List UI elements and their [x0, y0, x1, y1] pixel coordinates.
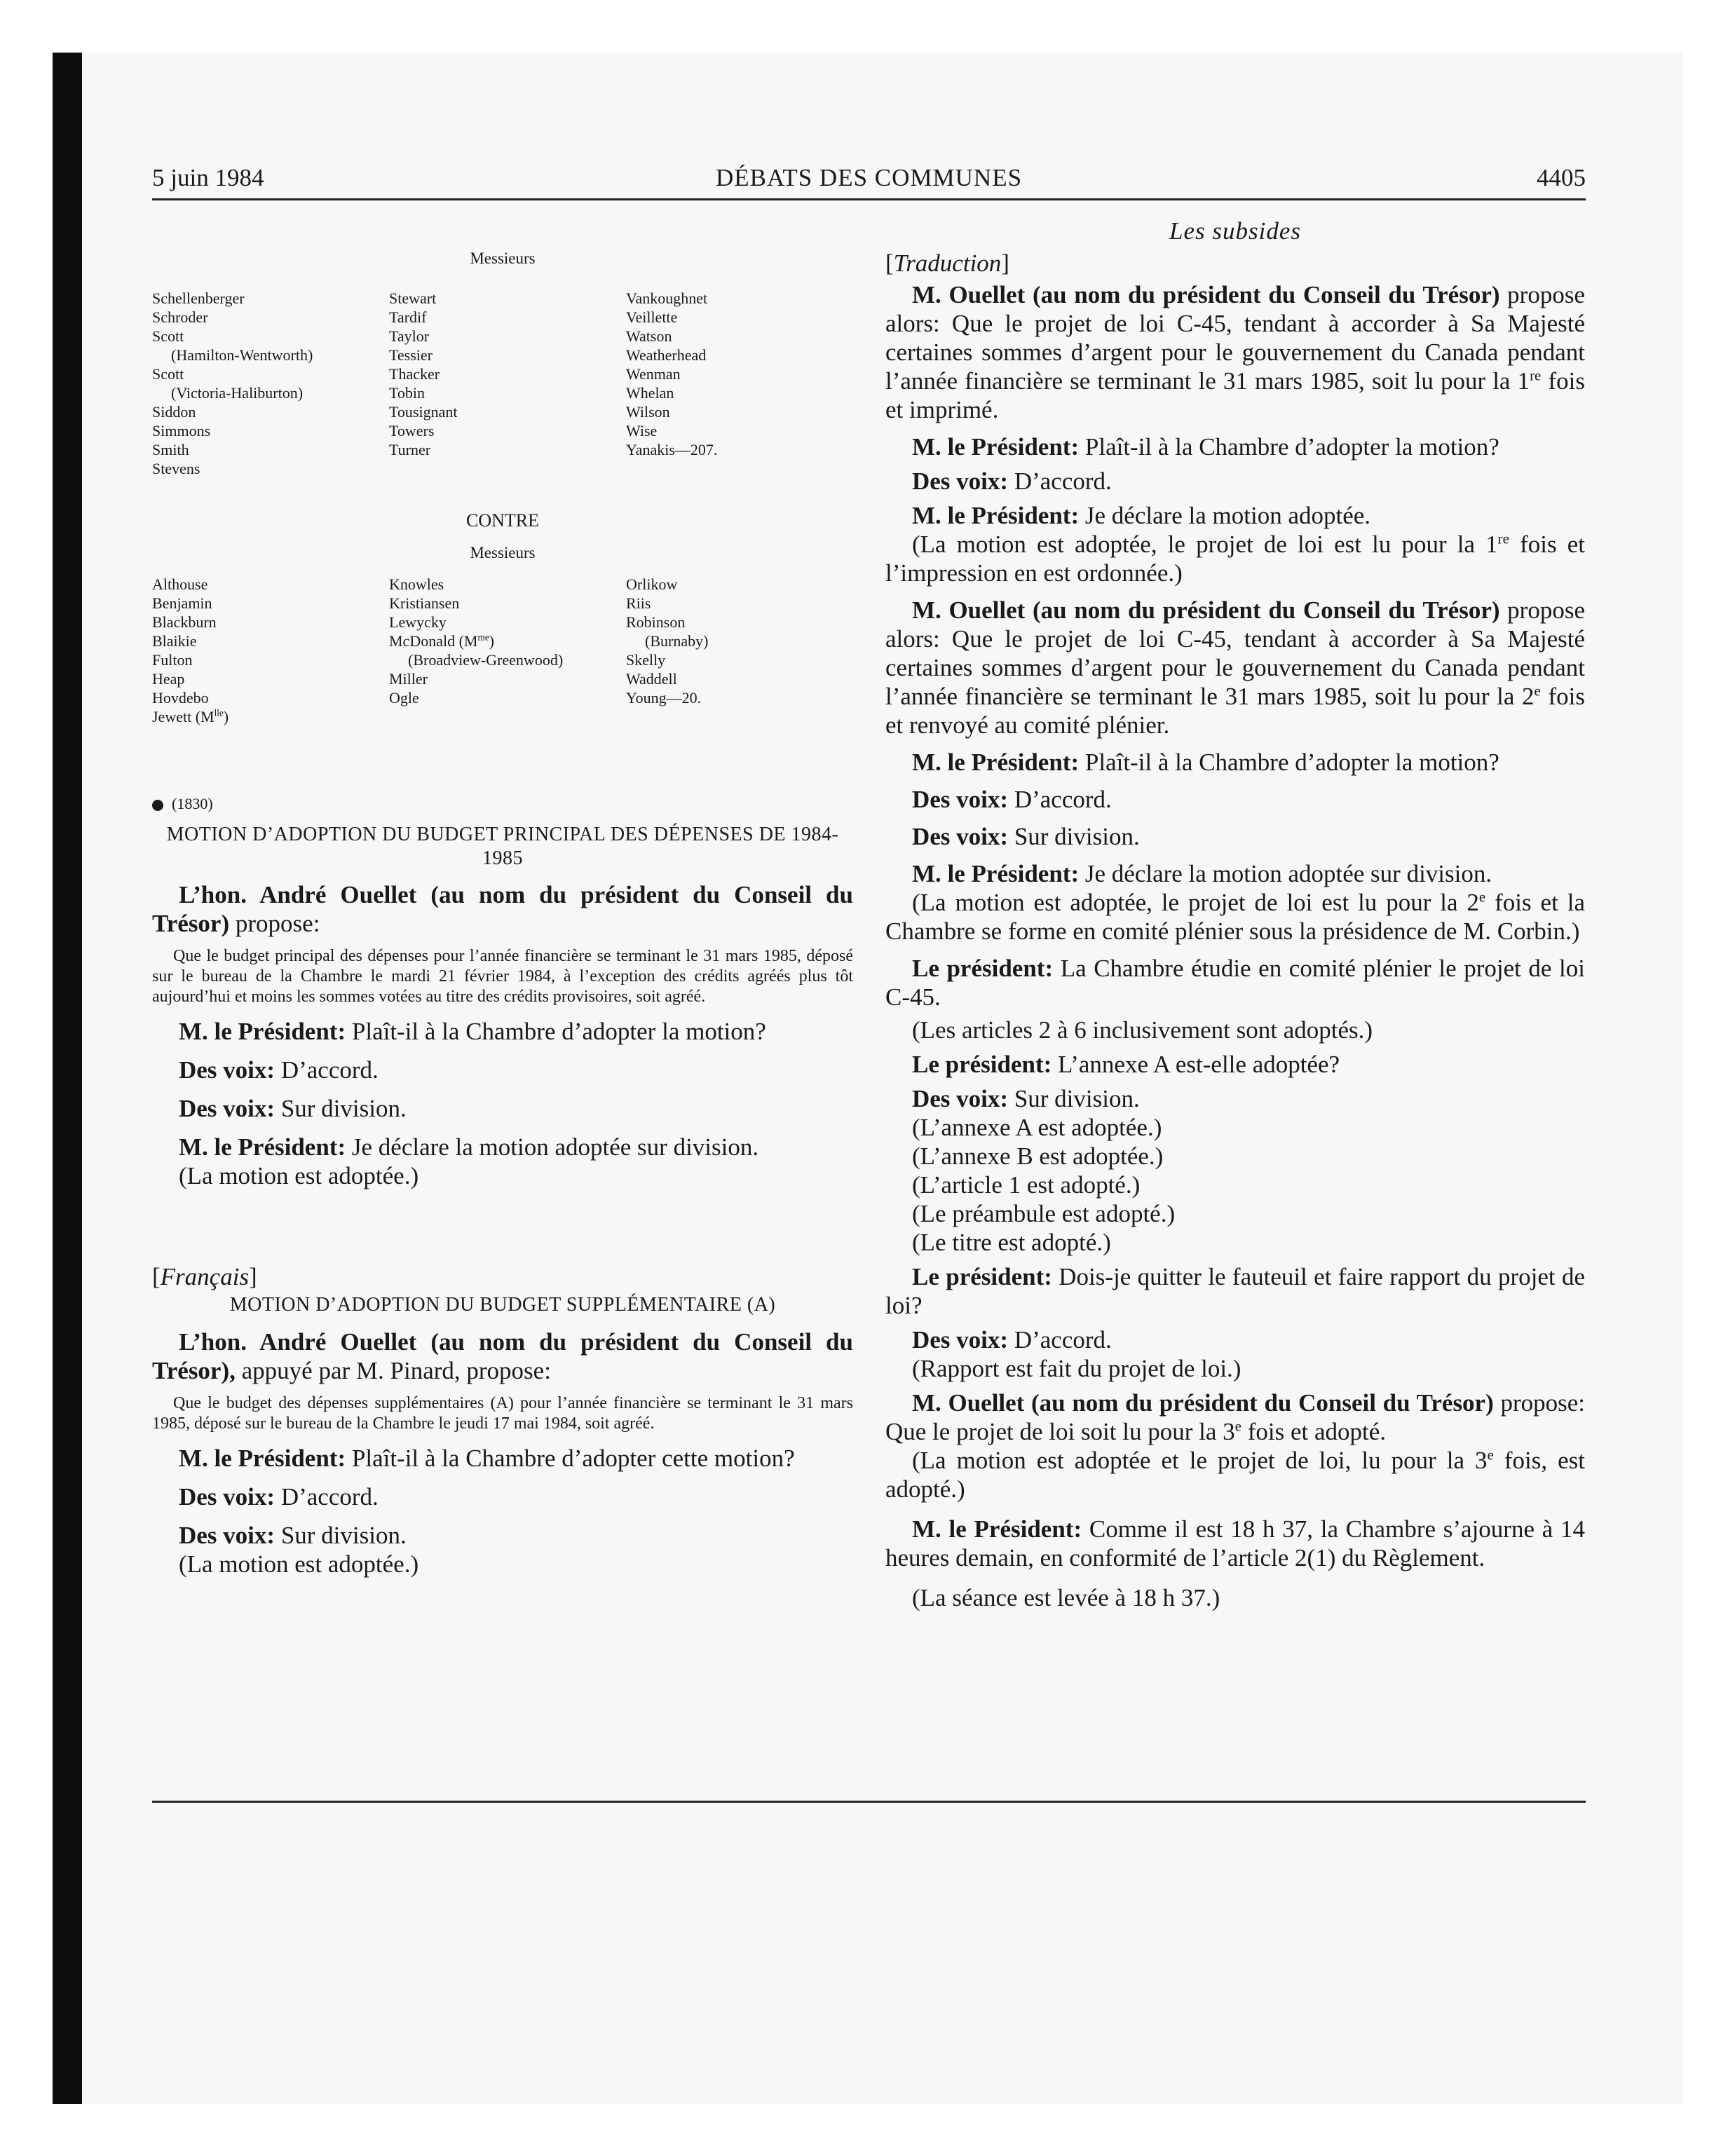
member-name: Fulton — [152, 651, 193, 669]
result-line: (La motion est adoptée, le projet de loi est lu pour la 2e fois et la Chambre se forme en comité plénier sous la présidence de M. Corbin.) — [885, 888, 1585, 945]
member-name: Veillette — [626, 308, 678, 326]
speech-line: Des voix: D’accord. — [912, 468, 1112, 495]
result-line: (La motion est adoptée.) — [179, 1550, 419, 1578]
member-name: Weatherhead — [626, 346, 707, 364]
member-name: Smith — [152, 441, 189, 458]
member-name: Tobin — [389, 384, 426, 402]
member-name: Benjamin — [152, 594, 212, 612]
member-name: Taylor — [389, 327, 430, 345]
speech-line: M. le Président: Je déclare la motion adoptée sur division. — [912, 860, 1492, 887]
bullet-icon — [152, 800, 163, 811]
speech-line: M. le Président: Je déclare la motion adoptée. — [912, 502, 1371, 529]
result-line: (Rapport est fait du projet de loi.) — [912, 1355, 1241, 1382]
nays-col-1 — [152, 575, 389, 726]
member-name: Ogle — [389, 689, 419, 707]
speech-line: Le président: Dois-je quitter le fauteuil et faire rapport du projet de loi? — [885, 1263, 1585, 1319]
member-name: Wise — [626, 422, 658, 439]
member-name: Knowles — [389, 575, 444, 593]
speech-line: Des voix: D’accord. — [179, 1483, 379, 1510]
member-name: Waddell — [626, 670, 677, 688]
member-name: Tessier — [389, 346, 433, 364]
member-name: Schellenberger — [152, 289, 245, 307]
right-column — [885, 217, 1585, 1612]
header-title: DÉBATS DES COMMUNES — [715, 164, 1023, 191]
footer-rule — [152, 1801, 1586, 1803]
yeas-col-2 — [389, 289, 626, 478]
member-name: Hovdebo — [152, 689, 209, 707]
motion-paragraph: M. Ouellet (au nom du président du Conseil du Trésor) propose alors: Que le projet de loi C-45, tendant à accorder à Sa Majesté certaines sommes d’argent pour le gouvernement du Canada pendant l’année financière se terminant le 31 mars 1985, soit lu pour la 1re fois et imprimé. — [885, 281, 1585, 423]
time-marker: (1830) — [152, 795, 853, 813]
member-name: Blaikie — [152, 632, 197, 650]
member-name: Whelan — [626, 384, 674, 402]
member-name: Watson — [626, 327, 672, 345]
speech-line: Des voix: Sur division. — [912, 1085, 1140, 1112]
speech-line: Des voix: Sur division. — [179, 1522, 407, 1549]
section-title-main-estimates: MOTION D’ADOPTION DU BUDGET PRINCIPAL DES DÉPENSES DE 1984-1985 — [166, 824, 839, 869]
member-name: Orlikow — [626, 575, 678, 593]
member-name: Turner — [389, 441, 431, 458]
language-tag: [Traduction] — [885, 250, 1009, 277]
member-name: Robinson — [626, 613, 686, 631]
result-line: (La motion est adoptée et le projet de loi, lu pour la 3e fois, est adopté.) — [885, 1446, 1585, 1503]
speech-line: M. le Président: Je déclare la motion adoptée sur division. — [179, 1133, 759, 1161]
member-name: Siddon — [152, 403, 196, 421]
motion-quote: Que le budget des dépenses supplémentaires (A) pour l’année financière se terminant le 31 mars 1985, déposé sur le bureau de la Chambre le jeudi 17 mai 1984, soit agréé. — [152, 1394, 853, 1433]
member-name: Simmons — [152, 422, 211, 439]
member-riding: (Victoria-Haliburton) — [171, 384, 304, 402]
speech-line: Des voix: Sur division. — [179, 1095, 407, 1122]
member-name: Scott — [152, 327, 184, 345]
speech-line: Des voix: Sur division. — [912, 823, 1140, 850]
member-name: Tardif — [389, 308, 427, 326]
member-riding: (Broadview-Greenwood) — [408, 651, 564, 669]
member-name: Towers — [389, 422, 435, 439]
member-name: Scott — [152, 365, 184, 383]
scan-edge — [53, 53, 82, 2104]
result-line: (L’annexe A est adoptée.) — [912, 1114, 1162, 1141]
motion-paragraph: M. Ouellet (au nom du président du Conseil du Trésor) propose: Que le projet de loi soit lu pour la 3e fois et adopté. — [885, 1389, 1585, 1445]
nays-title: CONTRE — [466, 510, 539, 531]
header-page-number: 4405 — [1537, 164, 1586, 191]
result-line: (L’annexe B est adoptée.) — [912, 1142, 1164, 1170]
section-title-supply: Les subsides — [1169, 217, 1301, 245]
member-name: Young—20. — [626, 689, 702, 707]
member-name: Yanakis—207. — [626, 441, 718, 458]
member-name: Wilson — [626, 403, 670, 421]
language-tag: [Français] — [152, 1263, 257, 1290]
nays-col-3 — [626, 575, 853, 726]
header-rule — [152, 198, 1586, 200]
member-name: Wenman — [626, 365, 681, 383]
member-name: Althouse — [152, 575, 208, 593]
member-name: Stevens — [152, 460, 200, 477]
yeas-heading: Messieurs — [470, 250, 536, 267]
result-line: (Le préambule est adopté.) — [912, 1200, 1176, 1227]
member-name: McDonald $(M^{me})$ — [389, 632, 494, 650]
speech-line: M. le Président: Plaît-il à la Chambre d’adopter la motion? — [179, 1018, 766, 1045]
yeas-list — [152, 289, 853, 478]
yeas-col-1 — [152, 289, 389, 478]
member-name: Schroder — [152, 308, 208, 326]
member-name: Thacker — [389, 365, 440, 383]
yeas-col-3 — [626, 289, 853, 478]
member-name: Riis — [626, 594, 651, 612]
header-date: 5 juin 1984 — [152, 164, 264, 191]
motion-quote: Que le budget principal des dépenses pour l’année financière se terminant le 31 mars 1985, déposé sur le bureau de la Chambre le mardi 21 février 1984, à l’exception des crédits agréés plus tôt aujourd’hui et moins les sommes votées au titre des crédits provisoires, soit agréé. — [152, 947, 853, 1006]
speech-line: M. le Président: Comme il est 18 h 37, la Chambre s’ajourne à 14 heures demain, en conformité de l’article 2(1) du Règlement. — [885, 1515, 1585, 1571]
left-column — [152, 210, 853, 1578]
motion-paragraph: M. Ouellet (au nom du président du Conseil du Trésor) propose alors: Que le projet de loi C-45, tendant à accorder à Sa Majesté certaines sommes d’argent pour le gouvernement du Canada pendant l’année financière se terminant le 31 mars 1985, soit lu pour la 2e fois et renvoyé au comité plénier. — [885, 596, 1585, 739]
result-line: (L’article 1 est adopté.) — [912, 1171, 1141, 1199]
mover-paragraph: L’hon. André Ouellet (au nom du président du Conseil du Trésor) propose: — [152, 881, 853, 937]
member-name: Lewycky — [389, 613, 447, 631]
speech-line: Des voix: D’accord. — [912, 786, 1112, 813]
result-line: (Les articles 2 à 6 inclusivement sont adoptés.) — [912, 1016, 1373, 1044]
member-riding: (Burnaby) — [645, 632, 709, 650]
speech-line: Le président: L’annexe A est-elle adoptée? — [912, 1051, 1340, 1078]
section-title-supplementary: MOTION D’ADOPTION DU BUDGET SUPPLÉMENTAIRE (A) — [229, 1294, 776, 1316]
member-riding: (Hamilton-Wentworth) — [171, 346, 313, 364]
member-name: Miller — [389, 670, 428, 688]
speech-line: Le président: La Chambre étudie en comité plénier le projet de loi C-45. — [885, 955, 1585, 1011]
result-line: (La séance est levée à 18 h 37.) — [912, 1584, 1220, 1611]
speech-line: Des voix: D’accord. — [912, 1326, 1112, 1353]
member-name: Heap — [152, 670, 185, 688]
speech-line: M. le Président: Plaît-il à la Chambre d’adopter cette motion? — [179, 1445, 795, 1472]
member-name: Jewett $(M^{lle})$ — [152, 707, 229, 725]
member-name: Skelly — [626, 651, 666, 669]
member-name: Vankoughnet — [626, 289, 708, 307]
speech-line: M. le Président: Plaît-il à la Chambre d’adopter la motion? — [912, 433, 1499, 460]
speech-line: M. le Président: Plaît-il à la Chambre d’adopter la motion? — [912, 749, 1499, 776]
speech-line: Des voix: D’accord. — [179, 1056, 379, 1084]
member-name: Tousignant — [389, 403, 458, 421]
result-line: (Le titre est adopté.) — [912, 1229, 1111, 1256]
member-name: Kristiansen — [389, 594, 460, 612]
nays-col-2 — [389, 575, 626, 726]
mover-paragraph: L’hon. André Ouellet (au nom du président du Conseil du Trésor), appuyé par M. Pinard, propose: — [152, 1328, 853, 1384]
member-name: Blackburn — [152, 613, 217, 631]
result-line: (La motion est adoptée.) — [179, 1162, 419, 1189]
running-head — [152, 164, 1586, 199]
result-line: (La motion est adoptée, le projet de loi est lu pour la 1re fois et l’impression en est ordonnée.) — [885, 530, 1585, 587]
nays-list — [152, 575, 853, 726]
nays-heading: Messieurs — [470, 544, 536, 561]
member-name: Stewart — [389, 289, 437, 307]
